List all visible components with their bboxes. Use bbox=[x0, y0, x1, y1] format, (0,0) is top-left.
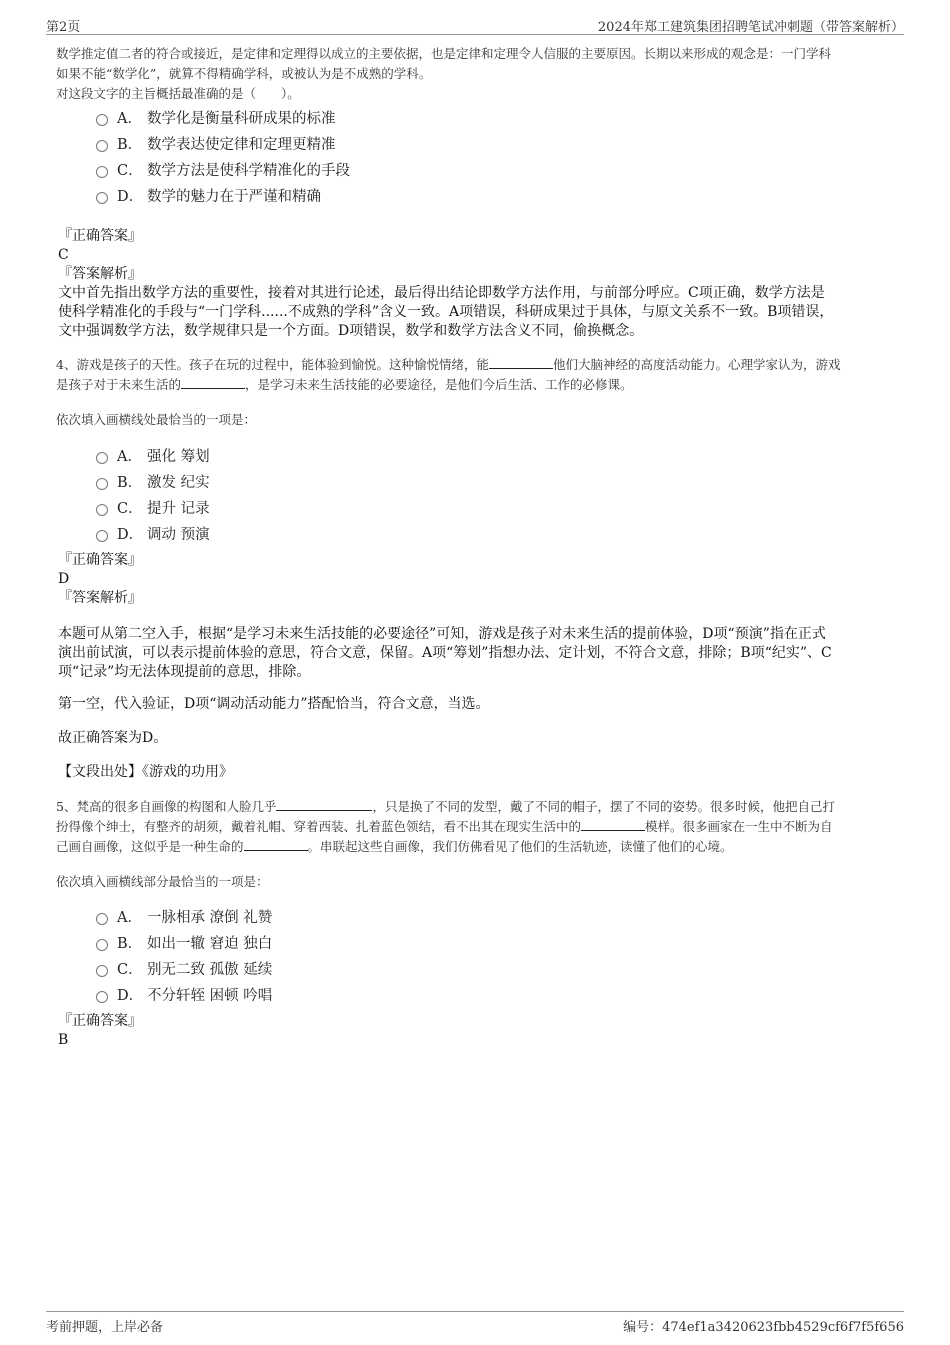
answer-value: D bbox=[58, 571, 70, 587]
analysis-line: 文中首先指出数学方法的重要性，接着对其进行论述，最后得出结论即数学方法作用，与前部分呼应。C项正确，数学方法是 bbox=[58, 285, 825, 301]
q5-option-b[interactable]: B． 如出一辙 窘迫 独白 bbox=[96, 929, 272, 955]
analysis-line: 使科学精准化的手段与“一门学科......不成熟的学科”含义一致。A项错误，科研成果过于具体，与原文关系不一致。B项错误， bbox=[58, 304, 834, 320]
q4-question: 依次填入画横线处最恰当的一项是： bbox=[56, 412, 257, 427]
option-text: 数学化是衡量科研成果的标准 bbox=[147, 110, 336, 127]
option-text: 不分轩轾 困顿 吟唱 bbox=[147, 987, 273, 1004]
option-text: 数学方法是使科学精准化的手段 bbox=[147, 162, 350, 179]
q5-text: 己画自画像，这似乎是一种生命的 bbox=[56, 839, 244, 854]
page-header bbox=[46, 14, 904, 35]
q4-analysis-p2: 第一空，代入验证，D项“调动活动能力”搭配恰当，符合文意，当选。 bbox=[58, 696, 490, 712]
q5-text: 。串联起这些自画像，我们仿佛看见了他们的生活轨迹，读懂了他们的心境。 bbox=[307, 839, 733, 854]
q4-option-c[interactable]: C． 提升 记录 bbox=[96, 494, 210, 520]
radio-button[interactable] bbox=[96, 913, 108, 925]
q4-options bbox=[96, 442, 210, 546]
analysis-line: 项“记录”均无法体现提前的意思，排除。 bbox=[58, 664, 311, 680]
answer-label: 『正确答案』 bbox=[58, 228, 142, 244]
option-text: 激发 纪实 bbox=[147, 474, 210, 491]
q4-text: 4、游戏是孩子的天性。孩子在玩的过程中，能体验到愉悦。这种愉悦情绪，能 bbox=[56, 357, 489, 372]
q4-text: 他们大脑神经的高度活动能力。心理学家认为，游戏 bbox=[552, 357, 841, 372]
q3-option-b[interactable]: B． 数学表达使定律和定理更精准 bbox=[96, 130, 350, 156]
q4-analysis-p1 bbox=[58, 625, 898, 682]
page-number: 第2页 bbox=[46, 20, 81, 35]
q4-analysis-p3: 故正确答案为D。 bbox=[58, 730, 168, 746]
q4-option-a[interactable]: A． 强化 筹划 bbox=[96, 442, 210, 468]
radio-button[interactable] bbox=[96, 114, 108, 126]
q4-text: 是孩子对于未来生活的 bbox=[56, 377, 182, 392]
q4-option-d[interactable]: D． 调动 预演 bbox=[96, 520, 210, 546]
radio-button[interactable] bbox=[96, 166, 108, 178]
q5-passage bbox=[56, 797, 896, 857]
analysis-line: 文中强调数学方法，数学规律只是一个方面。D项错误，数学和数学方法含义不同，偷换概念。 bbox=[58, 323, 644, 339]
radio-button[interactable] bbox=[96, 452, 108, 464]
option-text: 强化 筹划 bbox=[147, 448, 210, 465]
analysis-line: 演出前试演，可以表示提前体验的意思，符合文意，保留。A项“筹划”指想办法、定计划，不符合文意，排除；B项“纪实”、C bbox=[58, 645, 832, 661]
q5-text: 模样。很多画家在一生中不断为自 bbox=[645, 819, 833, 834]
q5-option-c[interactable]: C． 别无二致 孤傲 延续 bbox=[96, 955, 272, 981]
answer-value: B bbox=[58, 1032, 69, 1048]
q4-passage bbox=[56, 355, 896, 395]
document-title: 2024年郑工建筑集团招聘笔试冲刺题（带答案解析） bbox=[597, 20, 904, 35]
option-text: 提升 记录 bbox=[147, 500, 210, 517]
option-text: 一脉相承 潦倒 礼赞 bbox=[147, 909, 273, 926]
answer-label: 『正确答案』 bbox=[58, 552, 142, 568]
document-code: 编号：474ef1a3420623fbb4529cf6f7f5f656 bbox=[623, 1320, 904, 1335]
page-footer bbox=[46, 1311, 904, 1336]
radio-button[interactable] bbox=[96, 504, 108, 516]
option-text: 别无二致 孤傲 延续 bbox=[147, 961, 273, 978]
q4-source: 【文段出处】《游戏的功用》 bbox=[58, 764, 233, 780]
fill-blank bbox=[581, 818, 645, 831]
q3-question: 对这段文字的主旨概括最准确的是（ ）。 bbox=[56, 86, 300, 101]
option-text: 如出一辙 窘迫 独白 bbox=[147, 935, 273, 952]
fill-blank bbox=[181, 376, 245, 389]
q3-answer-block bbox=[58, 227, 898, 341]
q4-option-b[interactable]: B． 激发 纪实 bbox=[96, 468, 210, 494]
q5-text: 扮得像个绅士，有整齐的胡须，戴着礼帽、穿着西装、扎着蓝色领结，看不出其在现实生活中的 bbox=[56, 819, 582, 834]
option-text: 数学的魅力在于严谨和精确 bbox=[147, 188, 321, 205]
radio-button[interactable] bbox=[96, 939, 108, 951]
q5-text: ，只是换了不同的发型，戴了不同的帽子，摆了不同的姿势。很多时候，他把自己打 bbox=[372, 799, 835, 814]
q5-question: 依次填入画横线部分最恰当的一项是： bbox=[56, 874, 269, 889]
q3-passage-line: 如果不能“数学化”，就算不得精确学科，或被认为是不成熟的学科。 bbox=[56, 66, 432, 81]
fill-blank bbox=[489, 356, 553, 369]
footer-slogan: 考前押题，上岸必备 bbox=[46, 1320, 164, 1335]
q3-option-d[interactable]: D． 数学的魅力在于严谨和精确 bbox=[96, 182, 350, 208]
fill-blank bbox=[276, 798, 372, 811]
q4-text: ，是学习未来生活技能的必要途径，是他们今后生活、工作的必修课。 bbox=[245, 377, 633, 392]
radio-button[interactable] bbox=[96, 965, 108, 977]
answer-value: C bbox=[58, 247, 69, 263]
analysis-line: 本题可从第二空入手，根据“是学习未来生活技能的必要途径”可知，游戏是孩子对未来生活的提前体验，D项“预演”指在正式 bbox=[58, 626, 826, 642]
fill-blank bbox=[244, 838, 308, 851]
radio-button[interactable] bbox=[96, 192, 108, 204]
q5-answer-block bbox=[58, 1012, 898, 1050]
radio-button[interactable] bbox=[96, 530, 108, 542]
analysis-label: 『答案解析』 bbox=[58, 266, 142, 282]
option-text: 调动 预演 bbox=[147, 526, 210, 543]
q4-answer-block bbox=[58, 551, 898, 608]
q5-option-a[interactable]: A． 一脉相承 潦倒 礼赞 bbox=[96, 903, 272, 929]
q5-text: 5、梵高的很多自画像的构图和人脸几乎 bbox=[56, 799, 277, 814]
q5-option-d[interactable]: D． 不分轩轾 困顿 吟唱 bbox=[96, 981, 272, 1007]
answer-label: 『正确答案』 bbox=[58, 1013, 142, 1029]
q5-options bbox=[96, 903, 272, 1007]
q3-passage-line: 数学推定值二者的符合或接近，是定律和定理得以成立的主要依据，也是定律和定理令人信服的主要原因。长期以来形成的观念是：一门学科 bbox=[56, 46, 832, 61]
q3-passage bbox=[56, 44, 896, 104]
radio-button[interactable] bbox=[96, 140, 108, 152]
option-text: 数学表达使定律和定理更精准 bbox=[147, 136, 336, 153]
radio-button[interactable] bbox=[96, 478, 108, 490]
q3-options bbox=[96, 104, 350, 208]
radio-button[interactable] bbox=[96, 991, 108, 1003]
q3-option-a[interactable]: A． 数学化是衡量科研成果的标准 bbox=[96, 104, 350, 130]
q3-option-c[interactable]: C． 数学方法是使科学精准化的手段 bbox=[96, 156, 350, 182]
analysis-label: 『答案解析』 bbox=[58, 590, 142, 606]
